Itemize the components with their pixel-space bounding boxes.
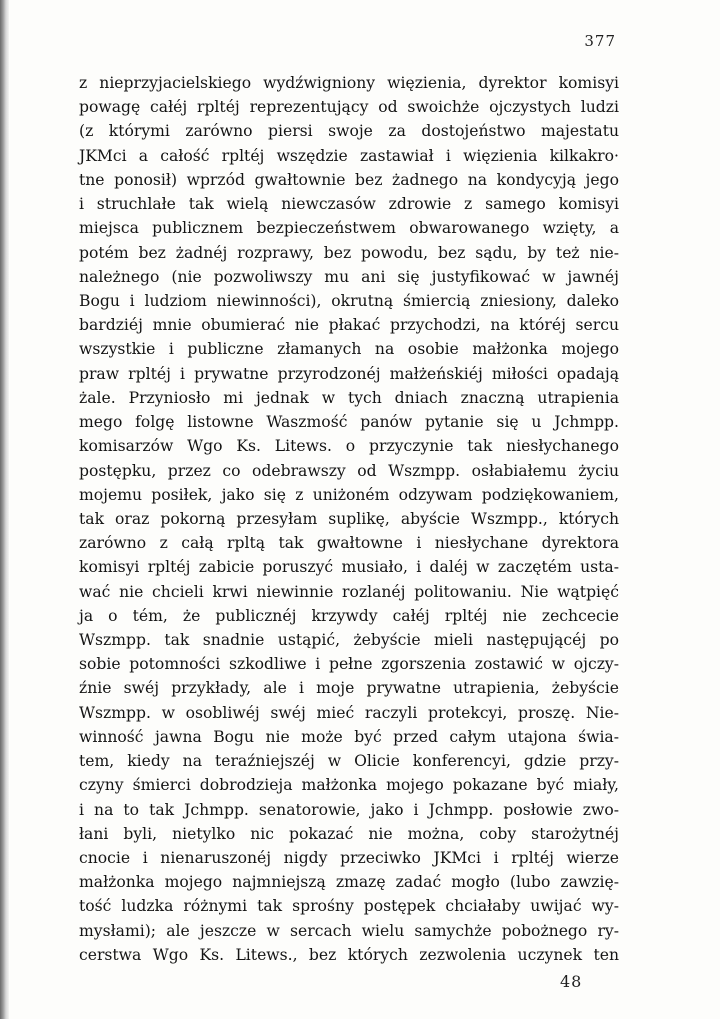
page-number: 377: [584, 32, 616, 50]
text-line: wszystkie i publiczne złamanych na osobie małżonka mojego: [79, 340, 619, 359]
text-line: komisarzów Wgo Ks. Litews. o przyczynie tak niesłychanego: [79, 437, 619, 456]
text-line: postępku, przez co odebrawszy od Wszmpp. osłabiałemu życiu: [79, 461, 619, 480]
text-line: sobie potomności szkodliwe i pełne zgorszenia zostawić w ojczy-: [79, 655, 619, 674]
text-line: cerstwa Wgo Ks. Litews., bez których zezwolenia uczynek ten: [79, 945, 619, 964]
text-line: czyny śmierci dobrodzieja małżonka mojego pokazane być miały,: [79, 776, 619, 795]
text-line: tak oraz pokorną przesyłam suplikę, abyście Wszmpp., których: [79, 509, 619, 528]
text-line: i na to tak Jchmpp. senatorowie, jako i Jchmpp. posłowie zwo-: [79, 800, 619, 819]
text-line: cnocie i nienaruszonéj nigdy przeciwko JKMci i rpltéj wierze: [79, 849, 619, 867]
text-line: miejsca publicznem bezpieczeństwem obwarowanego wzięty, a: [79, 219, 619, 238]
text-line: powagę całéj rpltéj reprezentujący od swoichże ojczystych ludzi: [79, 98, 619, 117]
text-line: Wszmpp. w osobliwéj swéj mieć raczyli protekcyi, proszę. Nie-: [79, 703, 619, 722]
text-line: tość ludzka różnymi tak sprośny postępek chciałaby uwijać wy-: [79, 897, 619, 916]
text-line: z nieprzyjacielskiego wydźwigniony więzienia, dyrektor komisyi: [79, 74, 619, 92]
text-line: źnie swéj przykłady, ale i moje prywatne utrapienia, żebyście: [79, 679, 619, 698]
body-text: [79, 71, 619, 967]
text-line: mego folgę listowne Waszmość panów pytanie się u Jchmpp.: [79, 413, 619, 432]
text-line: Wszmpp. tak snadnie ustąpić, żebyście mieli następującéj po: [79, 631, 619, 650]
text-line: (z którymi zarówno piersi swoje za dostojeństwo majestatu: [79, 122, 619, 141]
text-line: należnego (nie pozwoliwszy mu ani się justyfikować w jawnéj: [79, 267, 619, 286]
page-binding-edge: [0, 0, 9, 1019]
text-line: bardziéj mnie obumierać nie płakać przychodzi, na któréj sercu: [79, 316, 619, 335]
text-line: mojemu posiłek, jako się z uniżoném odzywam podziękowaniem,: [79, 485, 619, 504]
text-line: łani byli, nietylko nic pokazać nie można, coby starożytnéj: [79, 824, 619, 843]
text-line: wać nie chcieli krwi niewinnie rozlanéj politowaniu. Nie wątpięć: [79, 582, 619, 601]
text-line: mysłami); ale jeszcze w sercach wielu samychże pobożnego ry-: [79, 921, 619, 940]
text-line: winność jawna Bogu nie może być przed całym utajona świa-: [79, 727, 619, 746]
text-line: tem, kiedy na teraźniejszéj w Olicie konferencyi, gdzie przy-: [79, 752, 619, 771]
text-line: i struchlałe tak wielą niewczasów zdrowie z samego komisyi: [79, 195, 619, 214]
text-line: komisyi rpltéj zabicie poruszyć musiało, i daléj w zaczętém usta-: [79, 558, 619, 577]
text-line: praw rpltéj i prywatne przyrodzonéj małżeńskiéj miłości opadają: [79, 364, 619, 383]
text-line: żale. Przyniosło mi jednak w tych dniach znaczną utrapienia: [79, 388, 619, 407]
text-line: małżonka mojego najmniejszą zmazę zadać mogło (lubo zawzię-: [79, 873, 619, 892]
text-line: tne ponosił) wprzód gwałtownie bez żadnego na kondycyją jego: [79, 170, 619, 189]
text-line: Bogu i ludziom niewinności), okrutną śmiercią zniesiony, daleko: [79, 291, 619, 310]
text-line: ja o tém, że publicznéj krzywdy całéj rpltéj nie zechcecie: [79, 606, 619, 625]
printer-signature-mark: 48: [560, 972, 583, 991]
text-line: JKMci a całość rpltéj wszędzie zastawiał i więzienia kilkakro·: [79, 146, 619, 165]
text-line: zarówno z całą rpltą tak gwałtowne i niesłychane dyrektora: [79, 534, 619, 553]
text-line: potém bez żadnéj rozprawy, bez powodu, bez sądu, by też nie-: [79, 243, 619, 262]
